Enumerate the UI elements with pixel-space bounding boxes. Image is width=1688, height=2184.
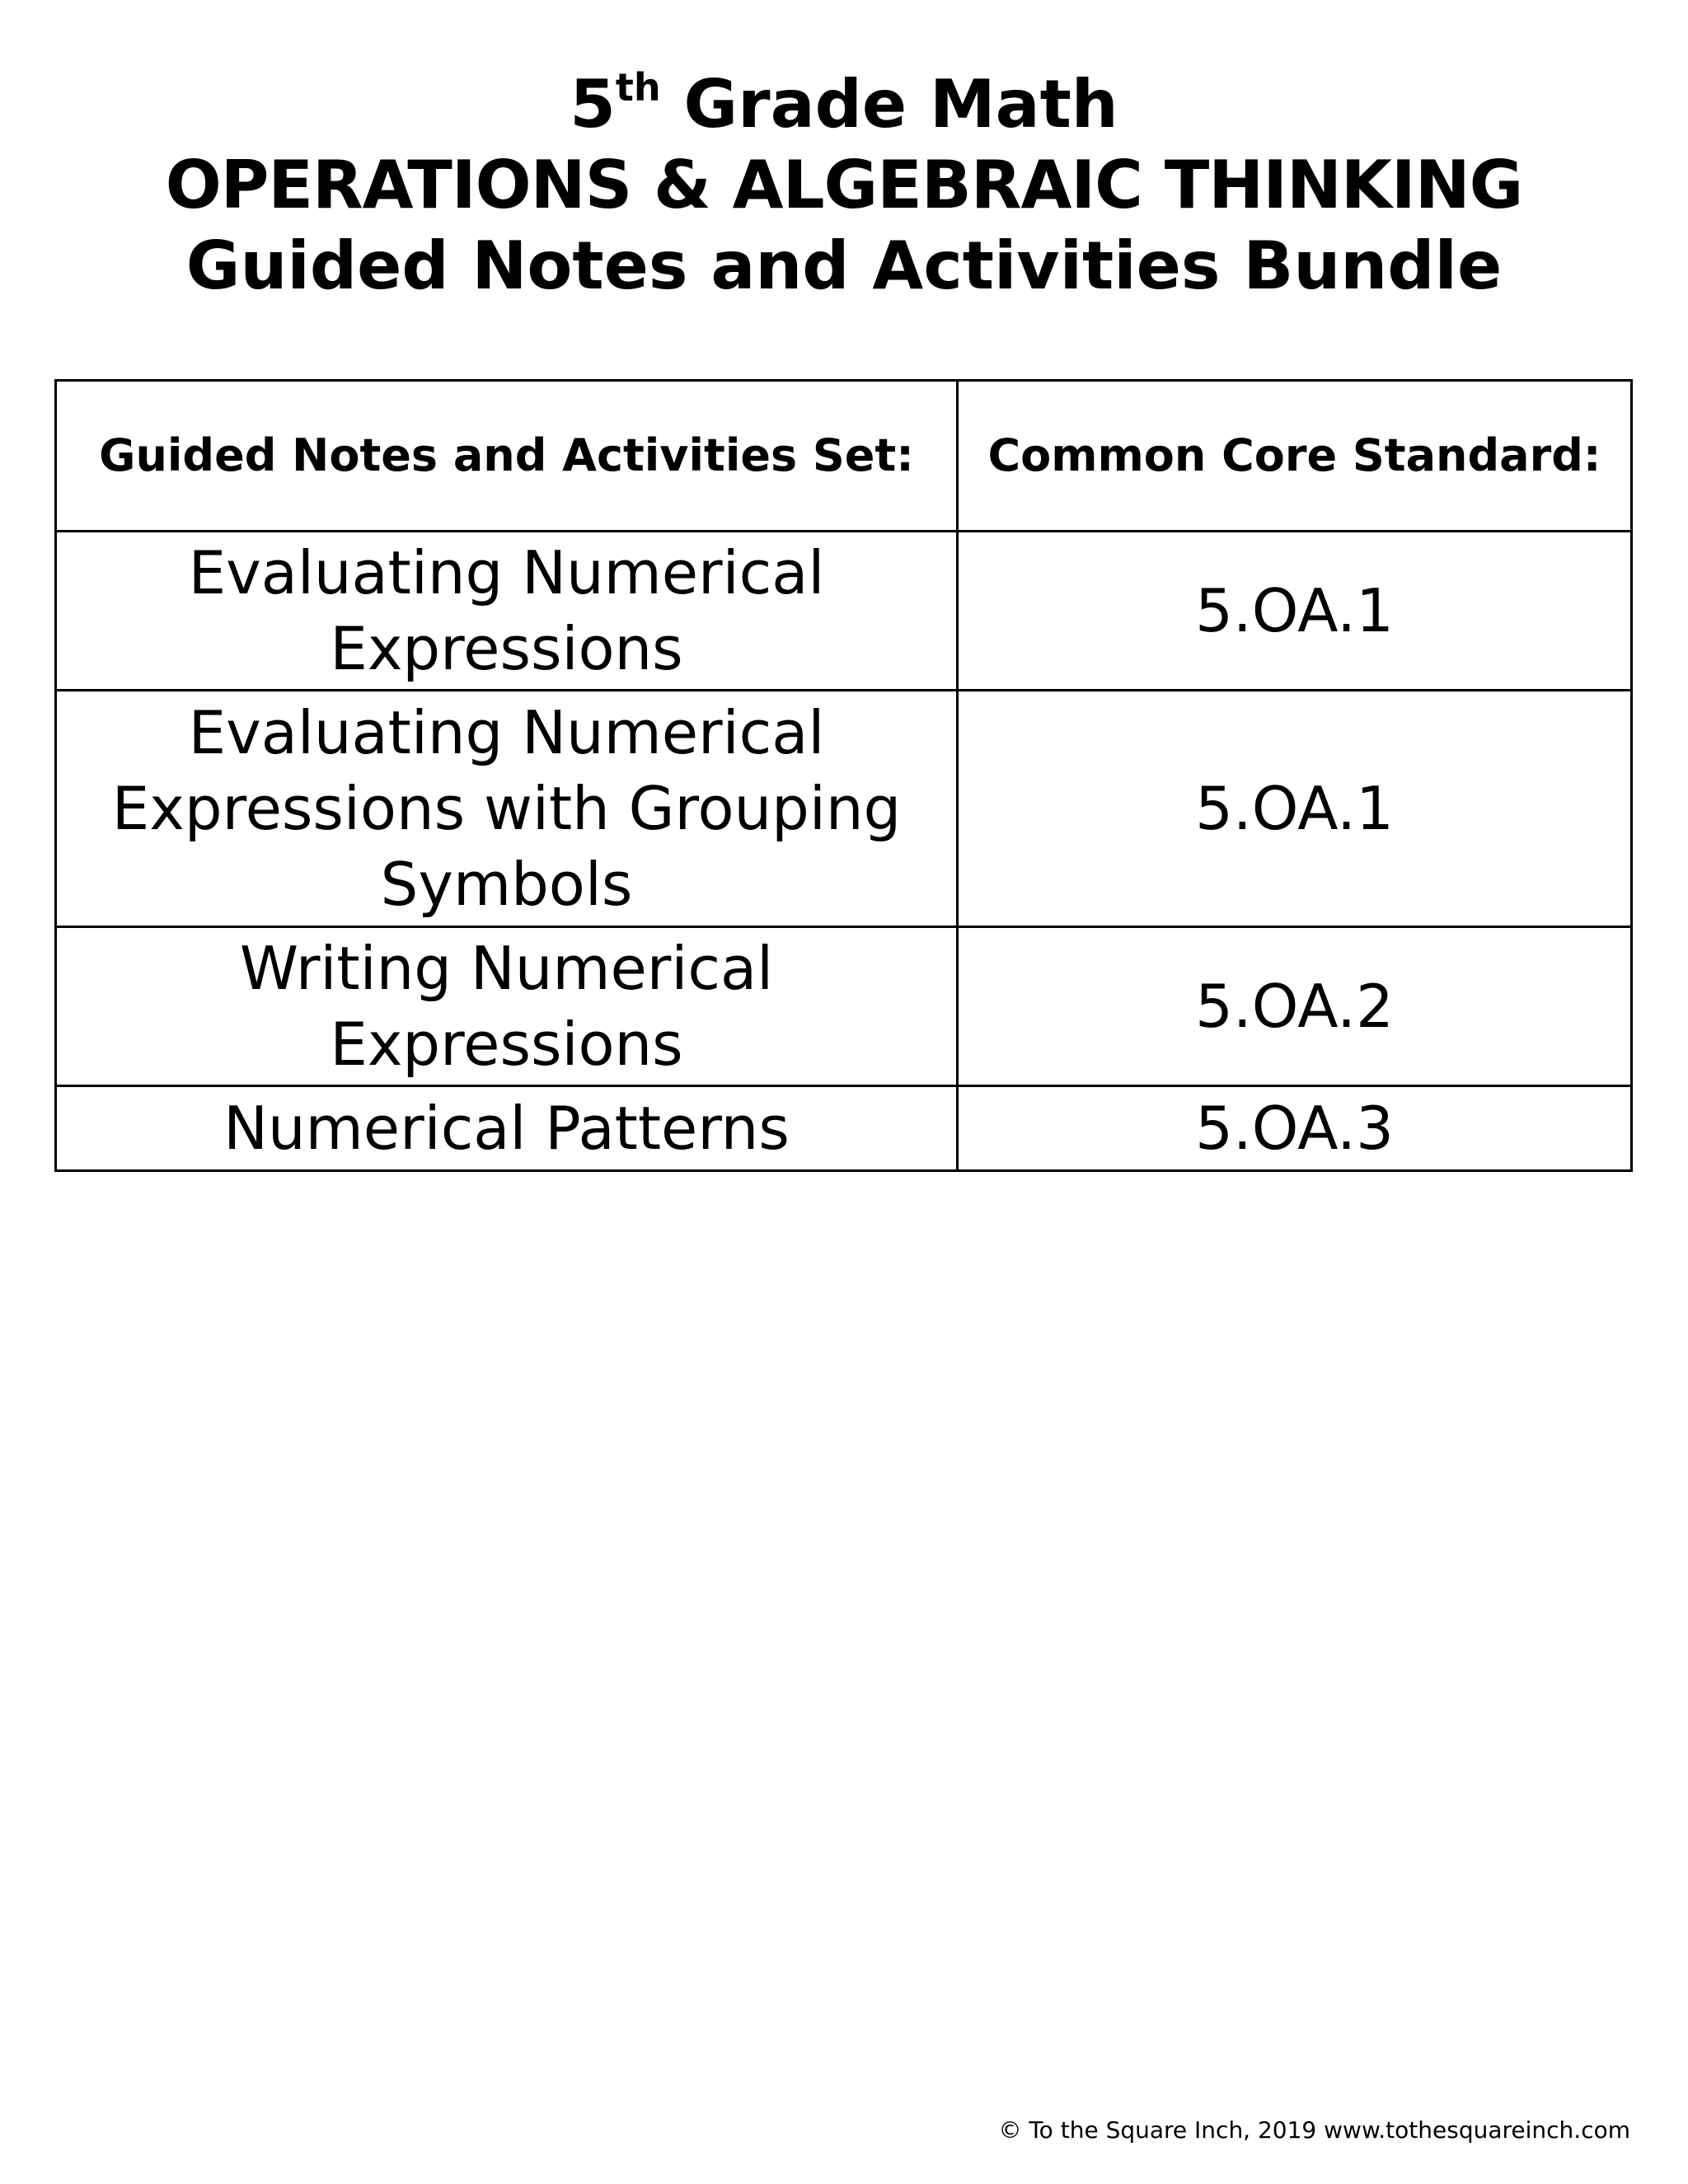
table-row [56,927,1632,1086]
table-header-row [56,381,1632,532]
grade-subject: Grade Math [660,66,1118,143]
table-row [56,1086,1632,1171]
grade-number: 5 [570,66,616,143]
set-cell: Evaluating Numerical Expressions with Grouping Symbols [56,691,958,927]
copyright-footer: © To the Square Inch, 2019 www.tothesquareinch.com [998,2116,1630,2144]
page-title [0,64,1688,307]
standard-cell: 5.OA.2 [958,927,1632,1086]
title-bundle-line: Guided Notes and Activities Bundle [185,227,1503,304]
title-topic-line: OPERATIONS & ALGEBRAIC THINKING [165,147,1523,223]
title-grade-line [0,64,1688,145]
standard-cell: 5.OA.3 [958,1086,1632,1171]
table-row [56,691,1632,927]
standard-cell: 5.OA.1 [958,532,1632,691]
standard-cell: 5.OA.1 [958,691,1632,927]
table-row [56,532,1632,691]
set-cell: Evaluating Numerical Expressions [56,532,958,691]
standards-table [54,379,1633,1172]
column-header-set: Guided Notes and Activities Set: [56,381,958,532]
set-cell: Numerical Patterns [56,1086,958,1171]
column-header-standard: Common Core Standard: [958,381,1632,532]
set-cell: Writing Numerical Expressions [56,927,958,1086]
grade-suffix: th [615,65,661,110]
